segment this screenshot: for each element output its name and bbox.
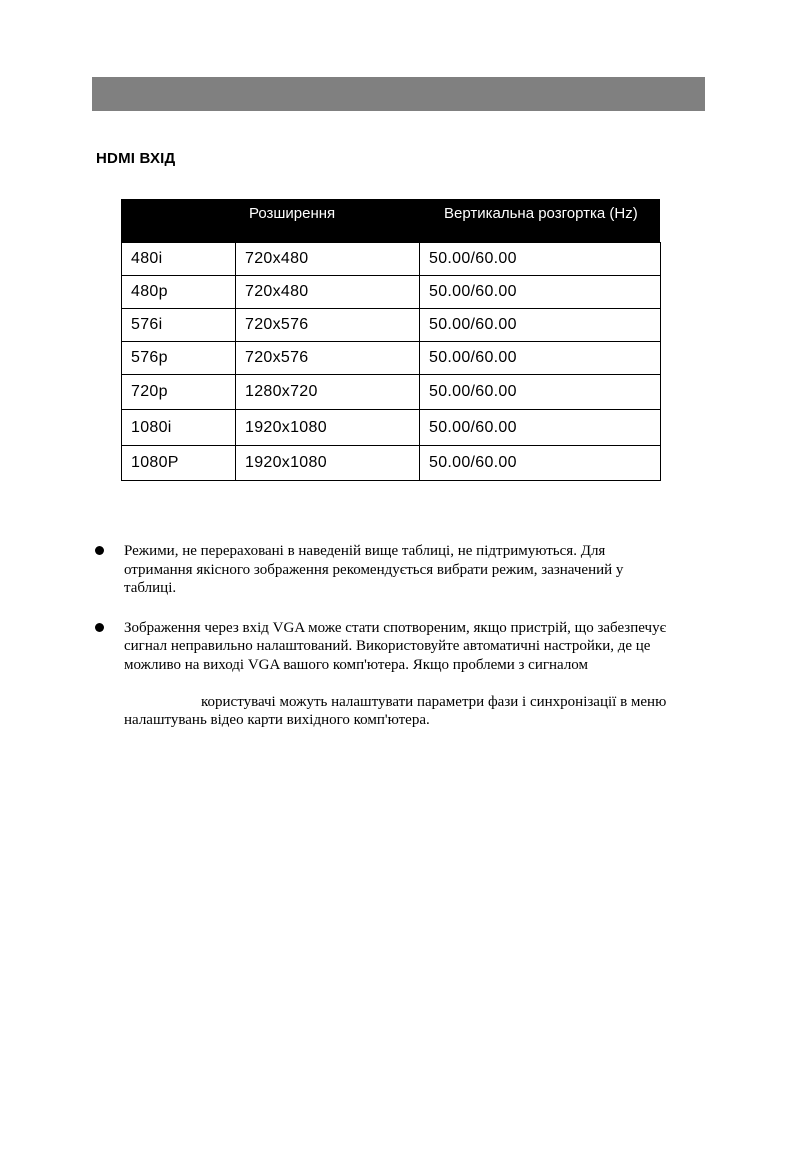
note-item — [95, 542, 725, 598]
table-body — [121, 242, 661, 481]
resolution-cell: 1920x1080 — [236, 446, 420, 481]
notes-list — [95, 542, 725, 751]
mode-cell: 576i — [122, 309, 236, 342]
header-vertical-scan: Вертикальна розгортка (Hz) — [444, 205, 638, 222]
bullet-icon — [95, 623, 104, 632]
frequency-cell: 50.00/60.00 — [420, 342, 661, 375]
mode-cell: 720p — [122, 375, 236, 410]
mode-cell: 1080i — [122, 410, 236, 446]
frequency-cell: 50.00/60.00 — [420, 309, 661, 342]
header-resolution: Розширення — [249, 205, 336, 222]
frequency-cell: 50.00/60.00 — [420, 446, 661, 481]
resolution-cell: 720x480 — [236, 276, 420, 309]
frequency-cell: 50.00/60.00 — [420, 375, 661, 410]
resolution-cell: 1280x720 — [236, 375, 420, 410]
table-row — [122, 446, 661, 481]
table-row — [122, 375, 661, 410]
section-title: HDMI ВХІД — [96, 150, 176, 167]
resolution-cell: 1920x1080 — [236, 410, 420, 446]
resolution-cell: 720x480 — [236, 243, 420, 276]
mode-cell: 576p — [122, 342, 236, 375]
bullet-icon — [95, 546, 104, 555]
table-row — [122, 276, 661, 309]
frequency-cell: 50.00/60.00 — [420, 243, 661, 276]
resolution-cell: 720x576 — [236, 309, 420, 342]
frequency-cell: 50.00/60.00 — [420, 276, 661, 309]
mode-cell: 480p — [122, 276, 236, 309]
table-header — [121, 199, 660, 242]
table-row — [122, 309, 661, 342]
table-row — [122, 342, 661, 375]
note-item — [95, 619, 725, 730]
frequency-cell: 50.00/60.00 — [420, 410, 661, 446]
resolution-cell: 720x576 — [236, 342, 420, 375]
mode-cell: 480i — [122, 243, 236, 276]
header-bar — [92, 77, 705, 111]
resolution-table — [121, 199, 660, 481]
note-text: Зображення через вхід VGA може стати спотвореним, якщо пристрій, що забезпечує сигнал неправильно налаштований. Використовуйте автоматичні настройки, де це можливо на виході VGA вашого комп'ютера. Якщо проблеми з сигналом користувачі можуть налаштувати параметри фази і синхронізації в меню налаштувань відео карти вихідного комп'ютера. — [124, 619, 667, 728]
table-row — [122, 410, 661, 446]
note-text: Режими, не перераховані в наведеній вище таблиці, не підтримуються. Для отримання якісного зображення рекомендується вибрати режим, зазначений у таблиці. — [124, 543, 624, 596]
table-row — [122, 243, 661, 276]
mode-cell: 1080P — [122, 446, 236, 481]
